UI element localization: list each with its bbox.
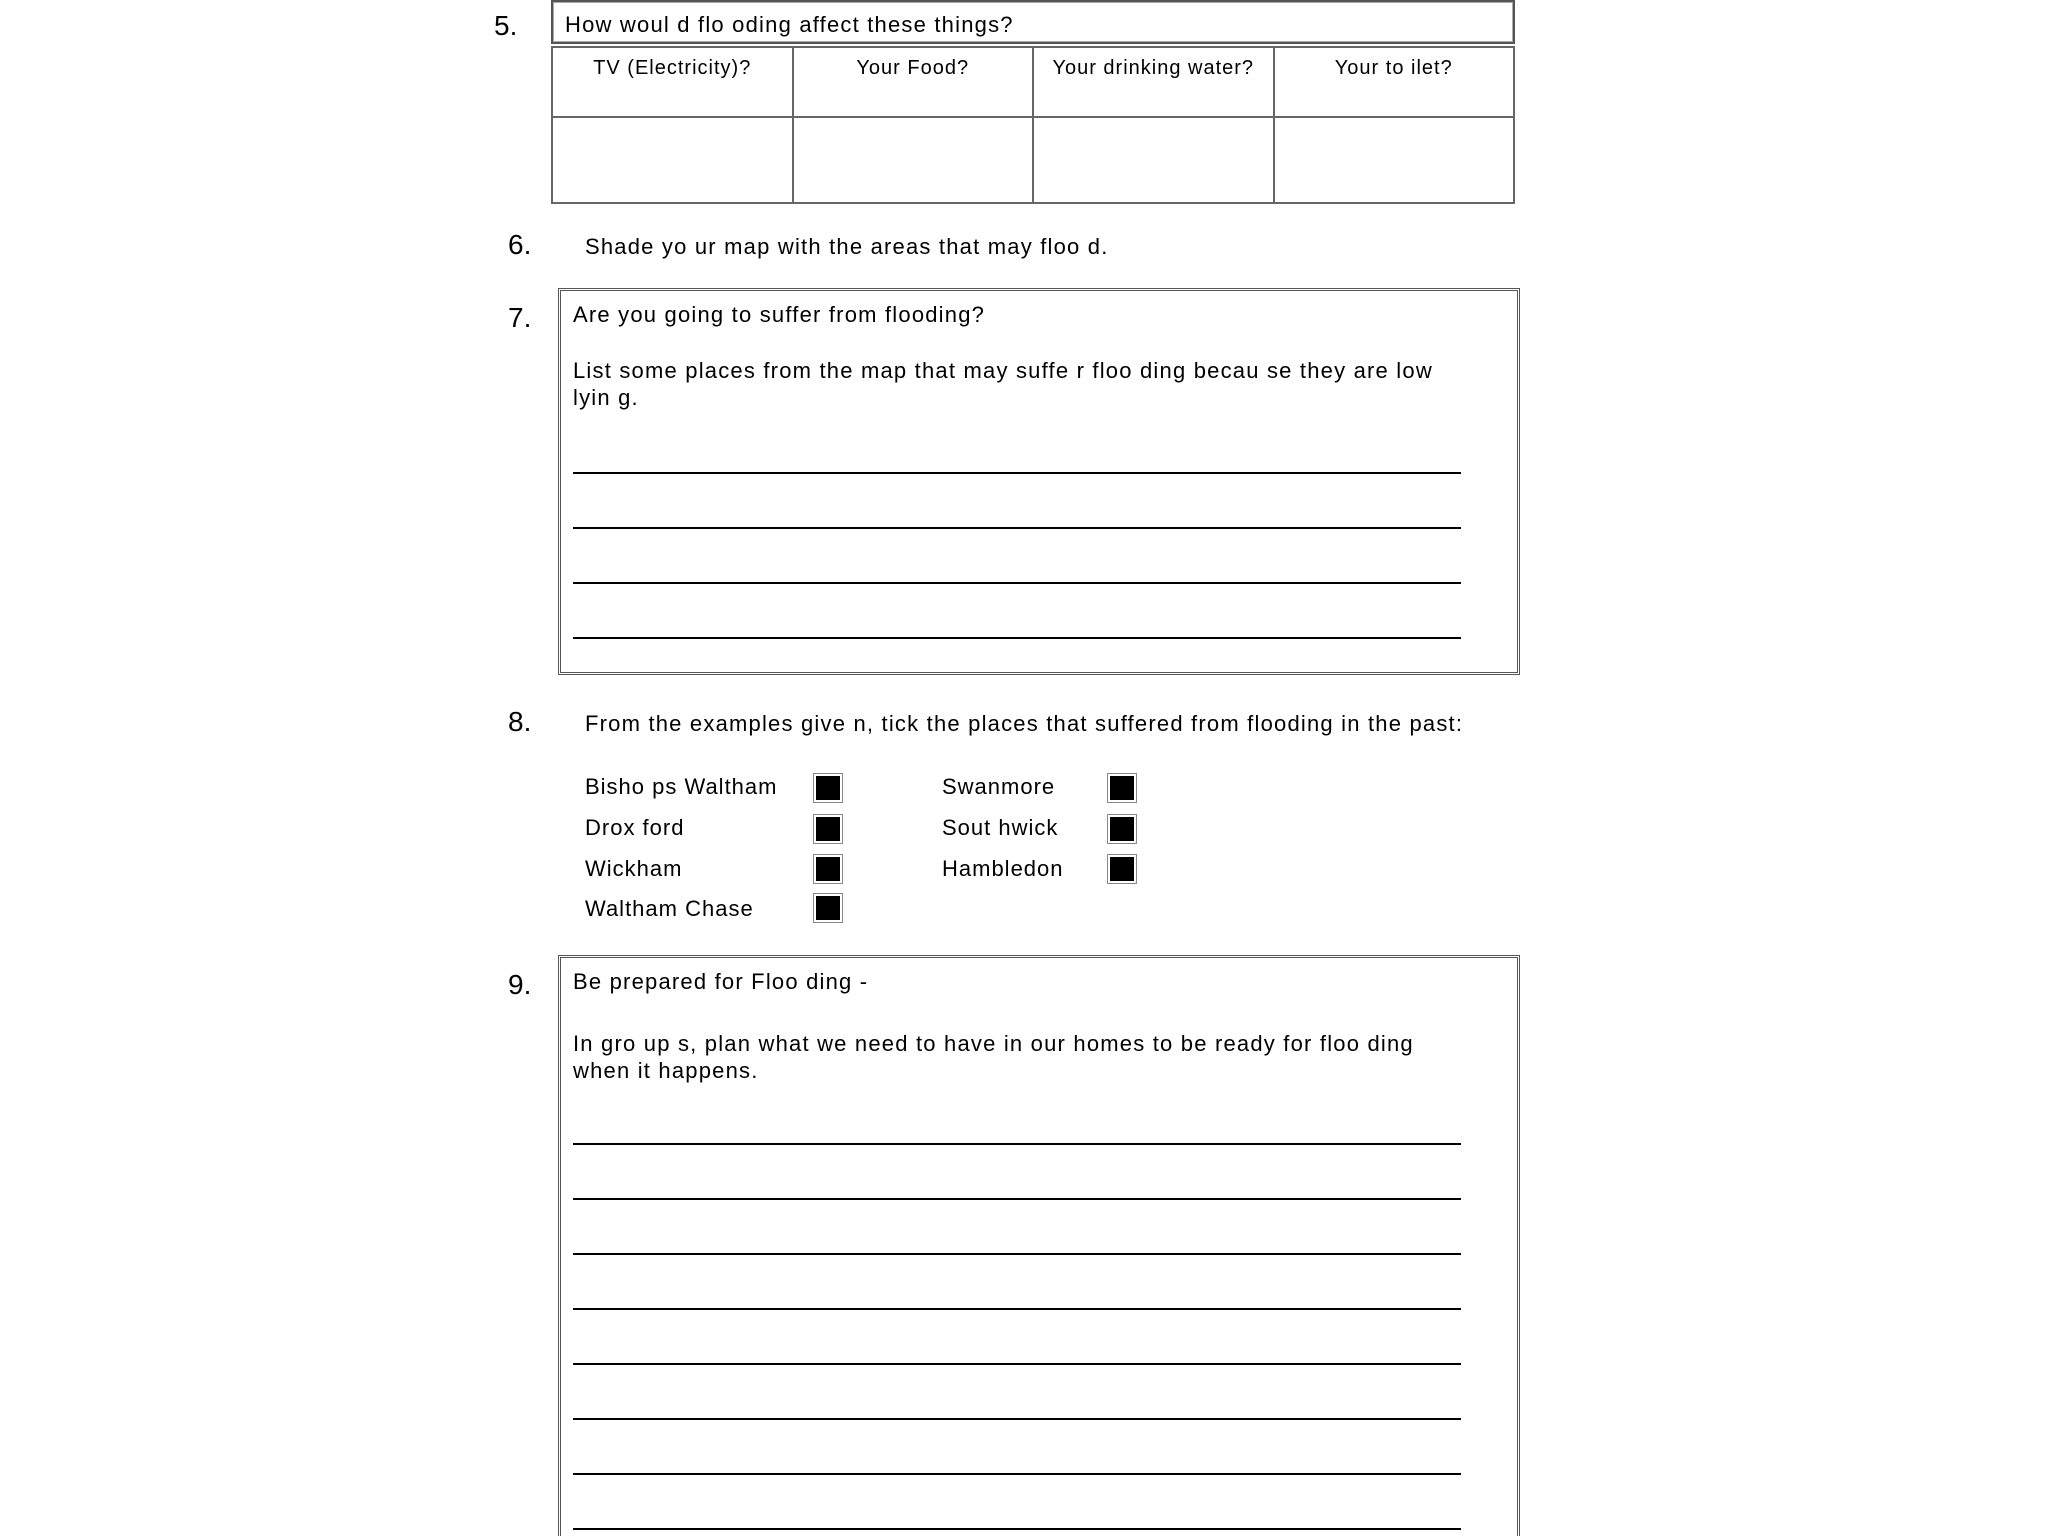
answer-line[interactable] xyxy=(573,1418,1461,1420)
question-6-number: 6. xyxy=(508,229,532,260)
question-7-box xyxy=(558,288,1520,675)
answer-line[interactable] xyxy=(573,1308,1461,1310)
column-header-food: Your Food? xyxy=(793,47,1034,117)
answer-line[interactable] xyxy=(573,1473,1461,1475)
table-header-row xyxy=(552,47,1514,117)
question-9-title: Be prepared for Floo ding - xyxy=(573,969,869,994)
answer-line[interactable] xyxy=(573,637,1461,639)
checkbox-southwick[interactable] xyxy=(1110,817,1134,841)
place-label-droxford: Drox ford xyxy=(585,815,685,840)
answer-line[interactable] xyxy=(573,1528,1461,1530)
question-7-instruction-line-2: lyin g. xyxy=(573,385,639,410)
column-header-toilet: Your to ilet? xyxy=(1274,47,1515,117)
place-label-wickham: Wickham xyxy=(585,856,683,881)
answer-line[interactable] xyxy=(573,1253,1461,1255)
question-6-text: Shade yo ur map with the areas that may floo d. xyxy=(585,234,1109,259)
question-5-prompt: How woul d flo oding affect these things? xyxy=(551,0,1515,44)
place-label-southwick: Sout hwick xyxy=(942,815,1059,840)
answer-line[interactable] xyxy=(573,582,1461,584)
question-8-number: 8. xyxy=(508,706,532,737)
question-7-title: Are you going to suffer from flooding? xyxy=(573,302,986,327)
answer-line[interactable] xyxy=(573,472,1461,474)
question-9-instruction-line-1: In gro up s, plan what we need to have in our homes to be ready for floo ding xyxy=(573,1031,1414,1056)
column-header-tv: TV (Electricity)? xyxy=(552,47,793,117)
question-7-instruction-line-1: List some places from the map that may suffe r floo ding becau se they are low xyxy=(573,358,1433,383)
table-answer-row xyxy=(552,117,1514,203)
question-9-number: 9. xyxy=(508,969,532,1000)
question-8-text: From the examples give n, tick the places that suffered from flooding in the past: xyxy=(585,711,1464,736)
question-5-table xyxy=(551,46,1515,204)
answer-line[interactable] xyxy=(573,527,1461,529)
place-label-waltham-chase: Waltham Chase xyxy=(585,896,754,921)
checkbox-hambledon[interactable] xyxy=(1110,857,1134,881)
checkbox-swanmore[interactable] xyxy=(1110,776,1134,800)
question-5-number: 5. xyxy=(494,10,518,41)
question-9-instruction-line-2: when it happens. xyxy=(573,1058,759,1083)
answer-cell-tv[interactable] xyxy=(552,117,793,203)
checkbox-waltham-chase[interactable] xyxy=(816,896,840,920)
checkbox-droxford[interactable] xyxy=(816,817,840,841)
place-label-swanmore: Swanmore xyxy=(942,774,1056,799)
answer-cell-water[interactable] xyxy=(1033,117,1274,203)
answer-line[interactable] xyxy=(573,1143,1461,1145)
answer-line[interactable] xyxy=(573,1198,1461,1200)
place-label-hambledon: Hambledon xyxy=(942,856,1064,881)
checkbox-bishops-waltham[interactable] xyxy=(816,776,840,800)
column-header-water: Your drinking water? xyxy=(1033,47,1274,117)
answer-cell-food[interactable] xyxy=(793,117,1034,203)
place-label-bishops-waltham: Bisho ps Waltham xyxy=(585,774,778,799)
checkbox-wickham[interactable] xyxy=(816,857,840,881)
question-9-box xyxy=(558,955,1520,1536)
answer-cell-toilet[interactable] xyxy=(1274,117,1515,203)
answer-line[interactable] xyxy=(573,1363,1461,1365)
question-7-number: 7. xyxy=(508,302,532,333)
